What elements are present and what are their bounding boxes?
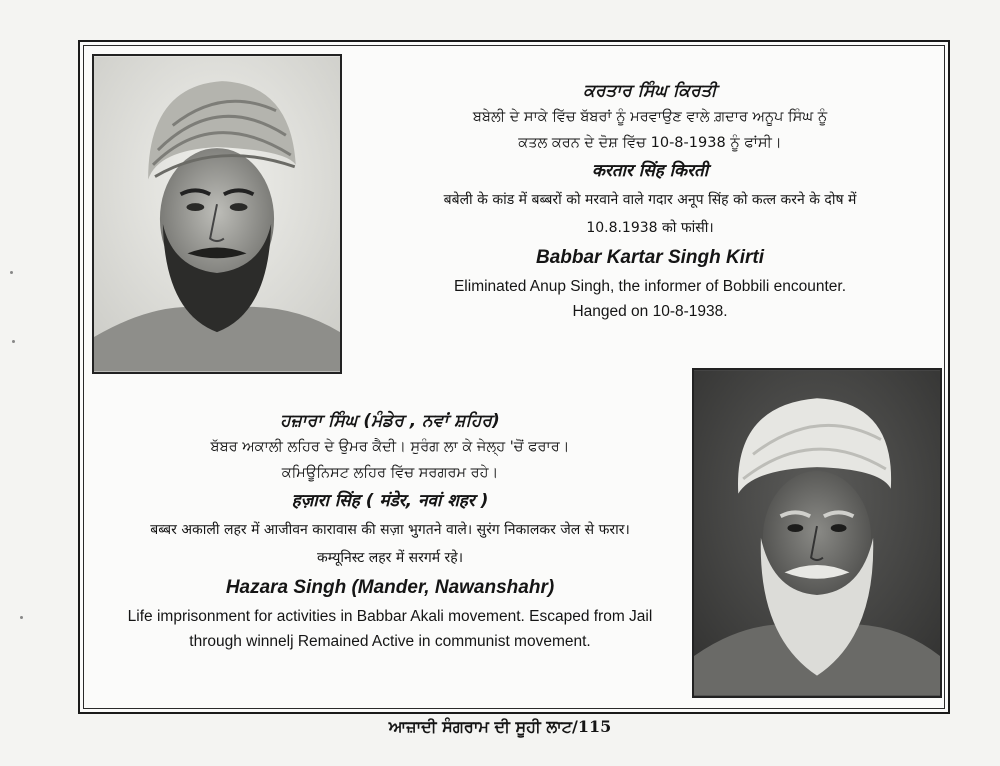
english-name-title: Hazara Singh (Mander, Nawanshahr) [225,577,555,598]
portrait-kartar-singh-kirti [92,54,342,374]
punjabi-text-line: ਕਮਿਊਨਿਸਟ ਲਹਿਰ ਵਿੱਚ ਸਰਗਰਮ ਰਹੇ। [281,465,499,481]
punjabi-name-title: ਕਰਤਾਰ ਸਿੰਘ ਕਿਰਤੀ [583,81,717,101]
hindi-text-line: बब्बर अकाली लहर में आजीवन कारावास की सज़ा भुगतने वाले। सुरंग निकालकर जेल से फरार। [150,522,630,538]
portrait-hazara-singh [692,368,942,698]
page-footer: ਆਜ਼ਾਦੀ ਸੰਗਰਾਮ ਦੀ ਸੂਹੀ ਲਾਟ/115 [388,717,612,736]
punjabi-text-line: ਬਬੇਲੀ ਦੇ ਸਾਕੇ ਵਿੱਚ ਬੱਬਰਾਂ ਨੂੰ ਮਰਵਾਉਣ ਵਾਲੇ ਗ਼ਦਾਰ ਅਨੂਪ ਸਿੰਘ ਨੂੰ [472,109,828,125]
english-text-line: through winnelj Remained Active in communist movement. [189,633,591,650]
english-text-line: Life imprisonment for activities in Babbar Akali movement. Escaped from Jail [127,608,653,625]
punjabi-name-title: ਹਜ਼ਾਰਾ ਸਿੰਘ (ਮੰਡੇਰ , ਨਵਾਂ ਸ਼ਹਿਰ) [280,411,500,431]
english-name-title: Babbar Kartar Singh Kirti [535,247,765,268]
hindi-text-line: कम्यूनिस्ट लहर में सरगर्म रहे। [316,550,464,566]
scan-speck [12,340,15,343]
hindi-text-line: 10.8.1938 को फांसी। [586,220,714,236]
bio-kartar-singh-kirti [380,78,920,324]
bio-hazara-singh [95,408,685,654]
punjabi-text-line: ਬੱਬਰ ਅਕਾਲੀ ਲਹਿਰ ਦੇ ਉਮਰ ਕੈਦੀ। ਸੁਰੰਗ ਲਾ ਕੇ ਜੇਲ੍ਹ 'ਚੋਂ ਫਰਾਰ। [210,439,570,455]
hindi-name-title: करतार सिंह किरती [591,161,709,181]
hindi-text-line: बबेली के कांड में बब्बरों को मरवाने वाले गदार अनूप सिंह को कत्ल करने के दोष में [443,192,857,208]
hindi-name-title: हज़ारा सिंह ( मंडेर, नवां शहर ) [291,491,489,511]
scan-speck [20,616,23,619]
english-text-line: Hanged on 10-8-1938. [572,303,728,320]
scan-speck [10,271,13,274]
english-text-line: Eliminated Anup Singh, the informer of Bobbili encounter. [453,278,847,295]
punjabi-text-line: ਕਤਲ ਕਰਨ ਦੇ ਦੋਸ਼ ਵਿੱਚ 10-8-1938 ਨੂੰ ਫਾਂਸੀ। [518,135,782,151]
